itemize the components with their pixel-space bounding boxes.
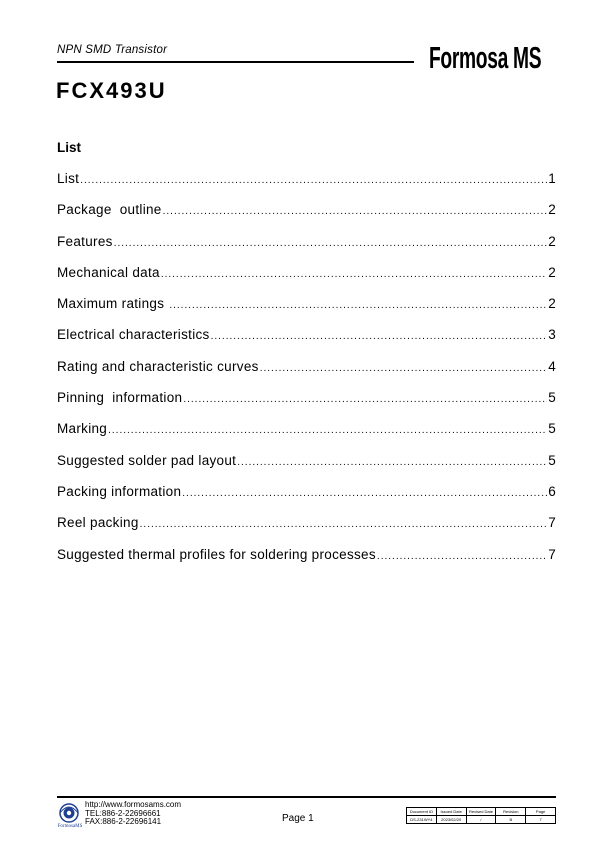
- toc-entry[interactable]: [57, 327, 556, 358]
- toc-entry[interactable]: [57, 234, 556, 265]
- toc-dot-leader: [237, 457, 547, 468]
- toc-entry-page: 5: [548, 452, 556, 468]
- toc-entry-title: Pinning information: [57, 390, 183, 406]
- header-rule: [57, 61, 414, 63]
- toc-entry[interactable]: [57, 484, 556, 515]
- toc-entry[interactable]: [57, 515, 556, 546]
- toc-entry-title: Marking: [57, 421, 108, 437]
- toc-entry[interactable]: [57, 547, 556, 578]
- toc-entry-page: 5: [548, 390, 556, 406]
- toc-dot-leader: [183, 394, 547, 405]
- toc-dot-leader: [163, 206, 548, 217]
- toc-dot-leader: [169, 300, 547, 311]
- toc-dot-leader: [260, 363, 548, 374]
- toc-entry-page: 1: [548, 171, 556, 186]
- contact-info: [85, 801, 181, 827]
- fax-number: FAX:886-2-22696141: [85, 817, 162, 826]
- list-heading: List: [57, 140, 82, 155]
- toc-entry[interactable]: [57, 453, 556, 484]
- page-count-value: 7: [526, 816, 556, 824]
- footer-rule: [57, 796, 556, 798]
- toc-entry-page: 7: [548, 546, 556, 562]
- toc-entry-title: Package outline: [57, 202, 162, 218]
- toc-entry-page: 2: [548, 296, 556, 312]
- toc-dot-leader: [108, 425, 547, 436]
- doc-id-header: Document ID: [407, 808, 437, 816]
- page-header: Page: [526, 808, 556, 816]
- toc-entry-title: Maximum ratings: [57, 296, 169, 312]
- toc-entry-title: Rating and characteristic curves: [57, 358, 259, 374]
- toc-dot-leader: [377, 551, 547, 562]
- toc-entry[interactable]: [57, 171, 556, 202]
- brand-logo-text: Formosa MS: [429, 40, 542, 75]
- toc-entry-title: Suggested solder pad layout: [57, 452, 237, 468]
- toc-entry-title: Features: [57, 233, 113, 249]
- part-number-title: FCX493U: [56, 78, 167, 103]
- toc-entry-title: List: [57, 171, 80, 186]
- doc-id-value: DS-231WY4: [407, 816, 437, 824]
- toc-entry[interactable]: [57, 421, 556, 452]
- toc-entry-title: Suggested thermal profiles for soldering processes: [57, 546, 376, 562]
- toc-dot-leader: [211, 331, 548, 342]
- toc-entry-page: 5: [548, 421, 556, 437]
- toc-dot-leader: [161, 269, 547, 280]
- toc-entry-page: 4: [548, 358, 556, 374]
- toc-entry-page: 3: [548, 327, 556, 343]
- toc-entry-page: 6: [548, 483, 556, 499]
- page-number-label: Page 1: [282, 813, 314, 824]
- toc-entry[interactable]: [57, 296, 556, 327]
- revision-value: B: [496, 816, 526, 824]
- toc-dot-leader: [140, 519, 548, 530]
- toc-dot-leader: [114, 238, 548, 249]
- revised-date-header: Revised Date: [466, 808, 496, 816]
- document-subtitle: NPN SMD Transistor: [57, 44, 168, 56]
- toc-entry[interactable]: [57, 265, 556, 296]
- toc-entry-title: Electrical characteristics: [57, 327, 210, 343]
- document-info-table: [406, 807, 556, 824]
- telephone-number: TEL:886-2-22696661: [85, 808, 161, 818]
- revision-header: Revision: [496, 808, 526, 816]
- toc-entry-page: 2: [548, 202, 556, 218]
- toc-dot-leader: [182, 488, 547, 499]
- table-of-contents: [57, 171, 556, 578]
- logo-caption-text: FormosaMS: [57, 824, 83, 829]
- issued-date-value: 2023/02/20: [436, 816, 466, 824]
- website-link[interactable]: http://www.formosams.com: [85, 800, 182, 809]
- toc-entry[interactable]: [57, 202, 556, 233]
- revised-date-value: /: [466, 816, 496, 824]
- issued-date-header: Issued Date: [436, 808, 466, 816]
- toc-entry-page: 2: [548, 233, 556, 249]
- toc-entry-page: 2: [548, 264, 556, 280]
- toc-entry[interactable]: [57, 390, 556, 421]
- logo-caption: [55, 821, 85, 829]
- toc-entry-title: Mechanical data: [57, 264, 160, 280]
- toc-entry[interactable]: [57, 359, 556, 390]
- toc-entry-title: Packing information: [57, 483, 182, 499]
- toc-entry-page: 7: [548, 515, 556, 531]
- toc-entry-title: Reel packing: [57, 515, 139, 531]
- toc-dot-leader: [80, 175, 547, 186]
